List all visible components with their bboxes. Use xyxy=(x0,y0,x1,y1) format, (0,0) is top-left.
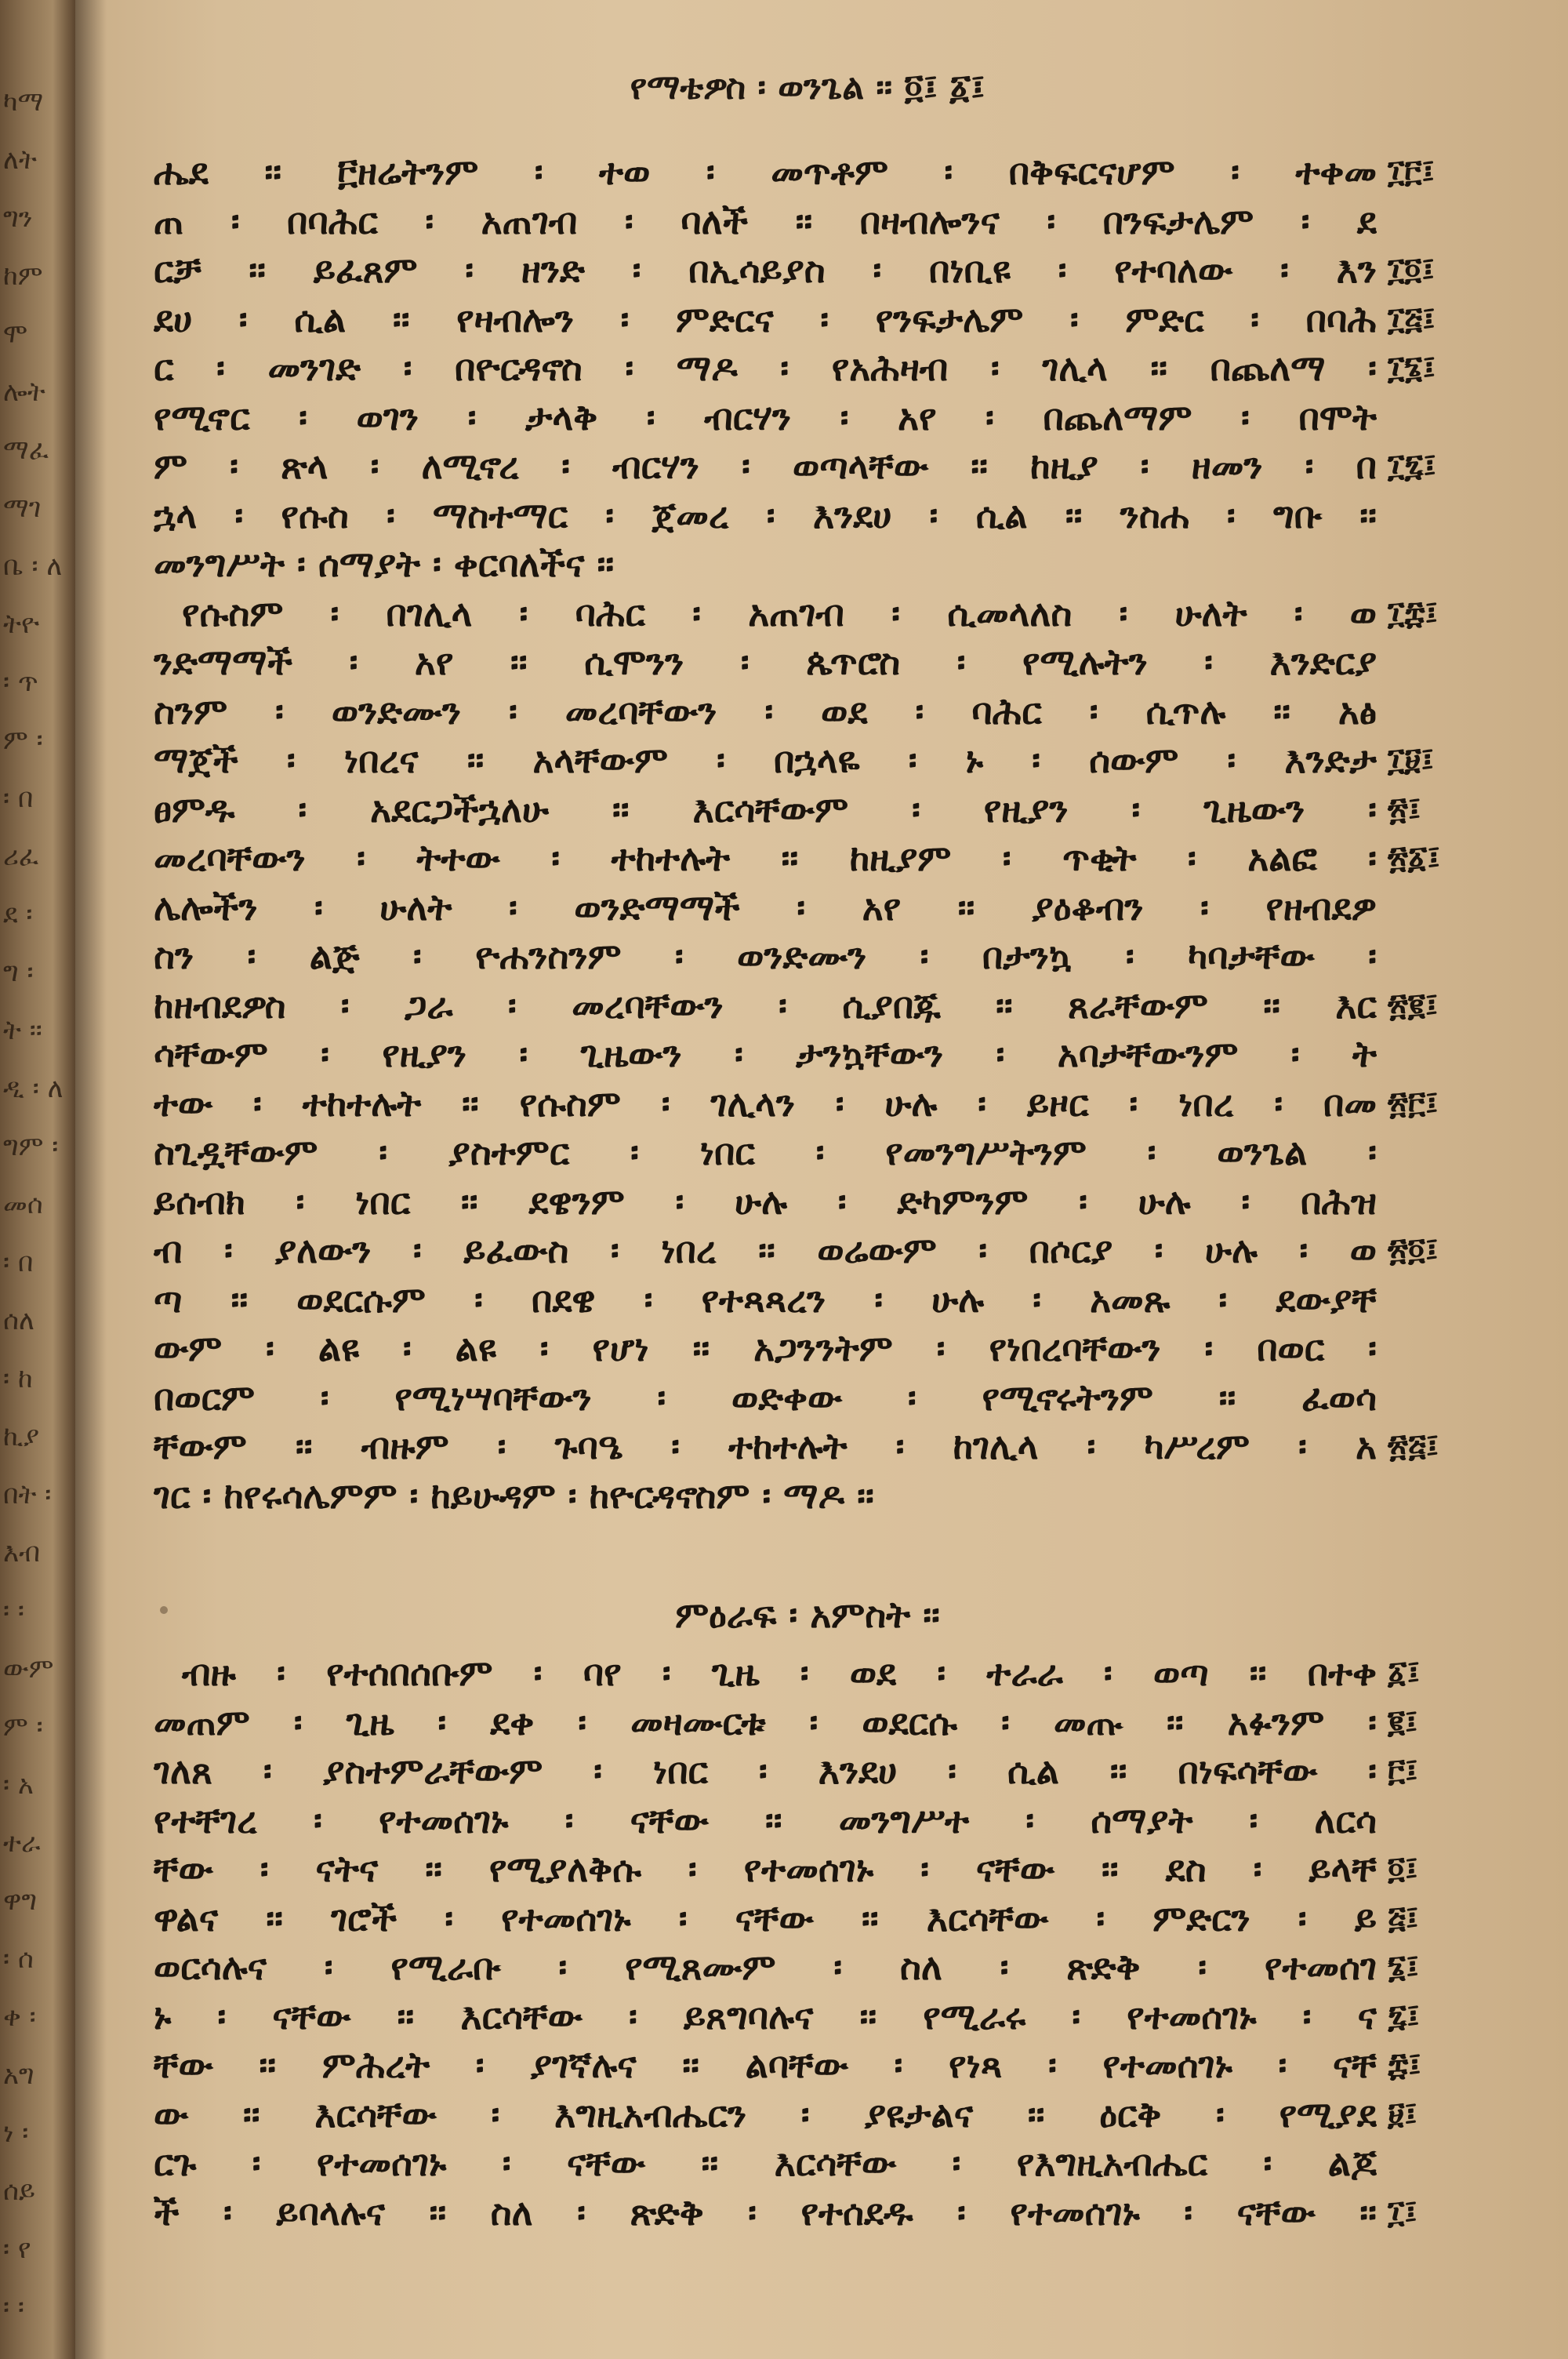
verse-number: ፫፤ xyxy=(1388,1753,1418,1789)
text-line: ብዙ ፡ የተሰበሰቡም ፡ ባየ ፡ ጊዜ ፡ ወደ ፡ ተራራ ፡ ወጣ ፡፡ በተቀ xyxy=(182,1652,1377,1694)
facing-page-line: ነ ፡ xyxy=(3,2117,29,2149)
text-line: ኑ ፡ ናቸው ፡፡ እርሳቸው ፡ ይጸግባሉና ፡፡ የሚራሩ ፡ የተመሰገኑ ፡ ና xyxy=(154,1994,1377,2037)
verse-number: ፯፤ xyxy=(1388,1997,1420,2034)
facing-page-line: ዲ ፡ ለ xyxy=(3,1073,64,1104)
text-line: ው ፡፡ እርሳቸው ፡ እግዚአብሔርን ፡ ያዩታልና ፡፡ ዕርቅ ፡ የሚያደ xyxy=(154,2092,1377,2135)
text-line: መንግሥት ፡ ሰማያት ፡ ቀርባለችና ፡፡ xyxy=(154,543,615,585)
text-line: ገለጸ ፡ ያስተምራቸውም ፡ ነበር ፡ እንደሀ ፡ ሲል ፡፡ በነፍሳቸው ፡ xyxy=(154,1750,1377,1792)
verse-number: ፬፤ xyxy=(1388,1851,1418,1887)
facing-page-line: ተራ xyxy=(3,1827,41,1859)
facing-page-line: ሪፈ xyxy=(3,841,39,872)
facing-page-line: ከም xyxy=(3,260,43,292)
facing-page-line: ዋግ xyxy=(3,1885,38,1917)
text-line: ንድማማች ፡ አየ ፡፡ ሲሞንን ፡ ጴጥሮስ ፡ የሚሉትን ፡ እንድርያ xyxy=(154,641,1377,683)
facing-page-line: ሰይ xyxy=(3,2175,35,2207)
text-line: መረባቸውን ፡ ትተው ፡ ተከተሉት ፡፡ ከዚያም ፡ ጥቂት ፡ አልፎ ፡ xyxy=(154,837,1377,879)
text-line: ጠ ፡ በባሕር ፡ አጠገብ ፡ ባለች ፡፡ በዛብሎንና ፡ በንፍታሌም ፡ ደ xyxy=(154,199,1377,242)
facing-page-line: ት ፡፡ xyxy=(3,1015,42,1046)
facing-page-line: ፡ ከ xyxy=(3,1363,33,1394)
facing-page-line: ፡ በ xyxy=(3,1247,34,1278)
verse-number: ፲፤ xyxy=(1388,2194,1417,2230)
text-line: በወርም ፡ የሚነሣባቸውን ፡ ወድቀው ፡ የሚኖሩትንም ፡፡ ፈወሳ xyxy=(154,1376,1377,1419)
text-line: ብ ፡ ያለውን ፡ ይፈውስ ፡ ነበረ ፡፡ ወሬውም ፡ በሶርያ ፡ ሁሉ ፡ ወ xyxy=(154,1229,1377,1271)
facing-page-line: ግም ፡ xyxy=(3,1131,59,1162)
text-line: የሚኖር ፡ ወገን ፡ ታላቅ ፡ ብርሃን ፡ አየ ፡ በጨለማም ፡ በሞት xyxy=(154,395,1377,438)
verse-number: ፭፤ xyxy=(1388,1899,1419,1936)
facing-page-line: ኪያ xyxy=(3,1421,40,1452)
verse-number: ፮፤ xyxy=(1388,1949,1419,1985)
facing-page-edge xyxy=(0,0,75,2359)
book-gutter-shadow xyxy=(75,0,107,2359)
chapter-heading: ምዕራፍ ፡ አምስት ፡፡ xyxy=(675,1594,940,1636)
verse-number: ፱፤ xyxy=(1388,2095,1417,2132)
verse-number: ፩፤ xyxy=(1388,1655,1421,1691)
facing-page-line: ፡ ፡ xyxy=(3,1595,24,1627)
running-head: የማቴዎስ ፡ ወንጌል ፡፡ ፬፤ ፩፤ xyxy=(630,67,985,107)
facing-page-line: ፡ ጥ xyxy=(3,667,38,698)
text-line: ስጊዷቸውም ፡ ያስተምር ፡ ነበር ፡ የመንግሥትንም ፡ ወንጌል ፡ xyxy=(154,1131,1377,1173)
verse-number: ፲፫፤ xyxy=(1388,154,1435,190)
text-line: ር ፡ መንገድ ፡ በዮርዳኖስ ፡ ማዶ ፡ የአሕዛብ ፡ ገሊላ ፡፡ በጨለማ ፡ xyxy=(154,347,1377,389)
text-line: ተው ፡ ተከተሉት ፡፡ የሱስም ፡ ገሊላን ፡ ሁሉ ፡ ይዞር ፡ ነበረ ፡ በመ xyxy=(154,1081,1377,1125)
verse-number: ፳፫፤ xyxy=(1388,1085,1439,1121)
text-line: ጣ ፡፡ ወደርሱም ፡ በደዌ ፡ የተጻጻረን ፡ ሁሉ ፡ አመጹ ፡ ደውያቸ xyxy=(154,1278,1377,1321)
text-line: ቸው ፡፡ ምሕረት ፡ ያገኛሉና ፡፡ ልባቸው ፡ የነጻ ፡ የተመሰገኑ ፡ ናቸ xyxy=(154,2044,1377,2086)
text-line: ኋላ ፡ የሱስ ፡ ማስተማር ፡ ጀመረ ፡ እንደሀ ፡ ሲል ፡፡ ንስሐ ፡ ግቡ ፡፡ xyxy=(154,493,1377,536)
verse-number: ፲፮፤ xyxy=(1388,350,1436,386)
text-line: ይሰብክ ፡ ነበር ፡፡ ደዌንም ፡ ሁሉ ፡ ድካምንም ፡ ሁሉ ፡ በሕዝ xyxy=(154,1180,1377,1223)
verse-number: ፲፰፤ xyxy=(1388,594,1438,631)
text-line: ፀምዱ ፡ አደርጋችኋለሁ ፡፡ እርሳቸውም ፡ የዚያን ፡ ጊዜውን ፡ xyxy=(154,787,1377,831)
facing-page-line: ፡ በ xyxy=(3,783,34,814)
text-line: ም ፡ ጽላ ፡ ለሚኖረ ፡ ብርሃን ፡ ወጣላቸው ፡፡ ከዚያ ፡ ዘመን ፡ በ xyxy=(154,445,1377,487)
text-line: የተቸገረ ፡ የተመሰገኑ ፡ ናቸው ፡፡ መንግሥተ ፡ ሰማያት ፡ ለርሳ xyxy=(154,1798,1377,1841)
facing-page-line: ሞ xyxy=(3,318,28,350)
facing-page-line: ም ፡ xyxy=(3,725,43,756)
verse-number: ፲፱፤ xyxy=(1388,742,1434,778)
text-line: ቸውም ፡፡ ብዙም ፡ ጉባዔ ፡ ተከተሉት ፡ ከገሊላ ፡ ካሥረም ፡ አ xyxy=(154,1425,1377,1467)
facing-page-line: አግ xyxy=(3,2059,34,2091)
verse-number: ፲፯፤ xyxy=(1388,448,1436,484)
text-line: ሔደ ፡፡ ፫ዘሬትንም ፡ ተወ ፡ መጥቶም ፡ በቅፍርናሆም ፡ ተቀመ xyxy=(154,151,1377,193)
facing-page-line: ግ ፡ xyxy=(3,957,34,988)
chapter-4-text xyxy=(154,147,1377,1520)
text-line: የሱስም ፡ በገሊላ ፡ ባሕር ፡ አጠገብ ፡ ሲመላለስ ፡ ሁለት ፡ ወ xyxy=(182,591,1377,634)
facing-page-line: ፡ አ xyxy=(3,1769,34,1801)
text-line: ወርሳሉና ፡ የሚራቡ ፡ የሚጸሙም ፡ ስለ ፡ ጽድቅ ፡ የተመሰገ xyxy=(154,1946,1377,1988)
facing-page-line: ም ፡ xyxy=(3,1711,43,1743)
verse-number: ፰፤ xyxy=(1388,2047,1421,2083)
text-line: ርጉ ፡ የተመሰገኑ ፡ ናቸው ፡፡ እርሳቸው ፡ የእግዚአብሔር ፡ ልጆ xyxy=(154,2142,1377,2184)
facing-page-line: ፡ የ xyxy=(3,2234,31,2265)
text-line: ሳቸውም ፡ የዚያን ፡ ጊዜውን ፡ ታንኳቸውን ፡ አባታቸውንም ፡ ት xyxy=(154,1033,1377,1075)
text-line: ሌሎችን ፡ ሁለት ፡ ወንድማማች ፡ አየ ፡፡ ያዕቆብን ፡ የዘብደዎ xyxy=(154,885,1377,929)
text-line: ደሀ ፡ ሲል ፡፡ የዛብሎን ፡ ምድርና ፡ የንፍታሌም ፡ ምድር ፡ በባሕ xyxy=(154,297,1377,340)
text-line: ከዘብደዎስ ፡ ጋራ ፡ መረባቸውን ፡ ሲያበጁ ፡፡ ጸራቸውም ፡፡ እር xyxy=(154,983,1377,1027)
facing-page-line: ቀ ፡ xyxy=(3,2001,36,2033)
facing-page-line: ግን xyxy=(3,202,33,234)
verse-number: ፳፤ xyxy=(1388,791,1421,827)
text-line: ስን ፡ ልጅ ፡ ዮሐንስንም ፡ ወንድሙን ፡ በታንኳ ፡ ካባታቸው ፡ xyxy=(154,935,1377,977)
facing-page-line: ማፈ xyxy=(3,434,49,466)
facing-page-line: ማገ xyxy=(3,493,42,524)
facing-page-line: ውም xyxy=(3,1653,54,1685)
facing-page-line: ቤ ፡ ለ xyxy=(3,551,63,582)
facing-page-line: ትዮ xyxy=(3,609,40,640)
text-line: ርቻ ፡፡ ይፈጸም ፡ ዘንድ ፡ በኢሳይያስ ፡ በነቢዩ ፡ የተባለው ፡ እን xyxy=(154,249,1377,291)
chapter-5-text xyxy=(154,1648,1377,2237)
verse-number: ፳፭፤ xyxy=(1388,1428,1439,1464)
text-line: ገር ፡ ከየሩሳሌምም ፡ ከይሁዳም ፡ ከዮርዳኖስም ፡ ማዶ ፡፡ xyxy=(154,1474,874,1517)
verse-number: ፳፬፤ xyxy=(1388,1232,1439,1268)
text-line: ውም ፡ ልዩ ፡ ልዩ ፡ የሆነ ፡፡ አጋንንትም ፡ የነበረባቸውን ፡ በወር ፡ xyxy=(154,1327,1377,1369)
text-line: ማጀች ፡ ነበረና ፡፡ አላቸውም ፡ በኋላዬ ፡ ኑ ፡ ሰውም ፡ እንድታ xyxy=(154,739,1377,781)
verse-number: ፳፩፤ xyxy=(1388,840,1440,876)
facing-page-line: ፡ ፡ xyxy=(3,2292,24,2323)
text-line: ች ፡ ይባላሉና ፡፡ ስለ ፡ ጽድቅ ፡ የተሰደዱ ፡ የተመሰገኑ ፡ ናቸው ፡፡ xyxy=(154,2190,1377,2234)
text-line: ዋልና ፡፡ ገሮች ፡ የተመሰገኑ ፡ ናቸው ፡፡ እርሳቸው ፡ ምድርን ፡ ይ xyxy=(154,1896,1377,1939)
verse-number: ፪፤ xyxy=(1388,1703,1418,1740)
text-line: ቸው ፡ ናትና ፡፡ የሚያለቅሱ ፡ የተመሰገኑ ፡ ናቸው ፡፡ ደስ ፡ ይላቸ xyxy=(154,1848,1377,1890)
facing-page-line: ካማ xyxy=(3,86,44,118)
facing-page-line: እብ xyxy=(3,1537,41,1568)
facing-page-line: ሰለ xyxy=(3,1305,34,1336)
verse-number: ፲፬፤ xyxy=(1388,252,1435,288)
verse-number: ፲፭፤ xyxy=(1388,300,1436,337)
facing-page-line: ደ ፡ xyxy=(3,899,33,930)
facing-page-line: ሎት xyxy=(3,376,45,408)
facing-page-line: መሰ xyxy=(3,1189,43,1220)
verse-number: ፳፪፤ xyxy=(1388,987,1439,1023)
facing-page-line: ለት xyxy=(3,144,37,176)
text-line: መጠም ፡ ጊዜ ፡ ደቀ ፡ መዛሙርቱ ፡ ወደርሱ ፡ መጡ ፡፡ አፉንም ፡ xyxy=(154,1700,1377,1743)
text-line: ስንም ፡ ወንድሙን ፡ መረባቸውን ፡ ወደ ፡ ባሕር ፡ ሲጥሉ ፡፡ አፅ xyxy=(154,689,1377,732)
facing-page-line: ፡ ሰ xyxy=(3,1943,34,1975)
facing-page-line: በት ፡ xyxy=(3,1479,52,1510)
